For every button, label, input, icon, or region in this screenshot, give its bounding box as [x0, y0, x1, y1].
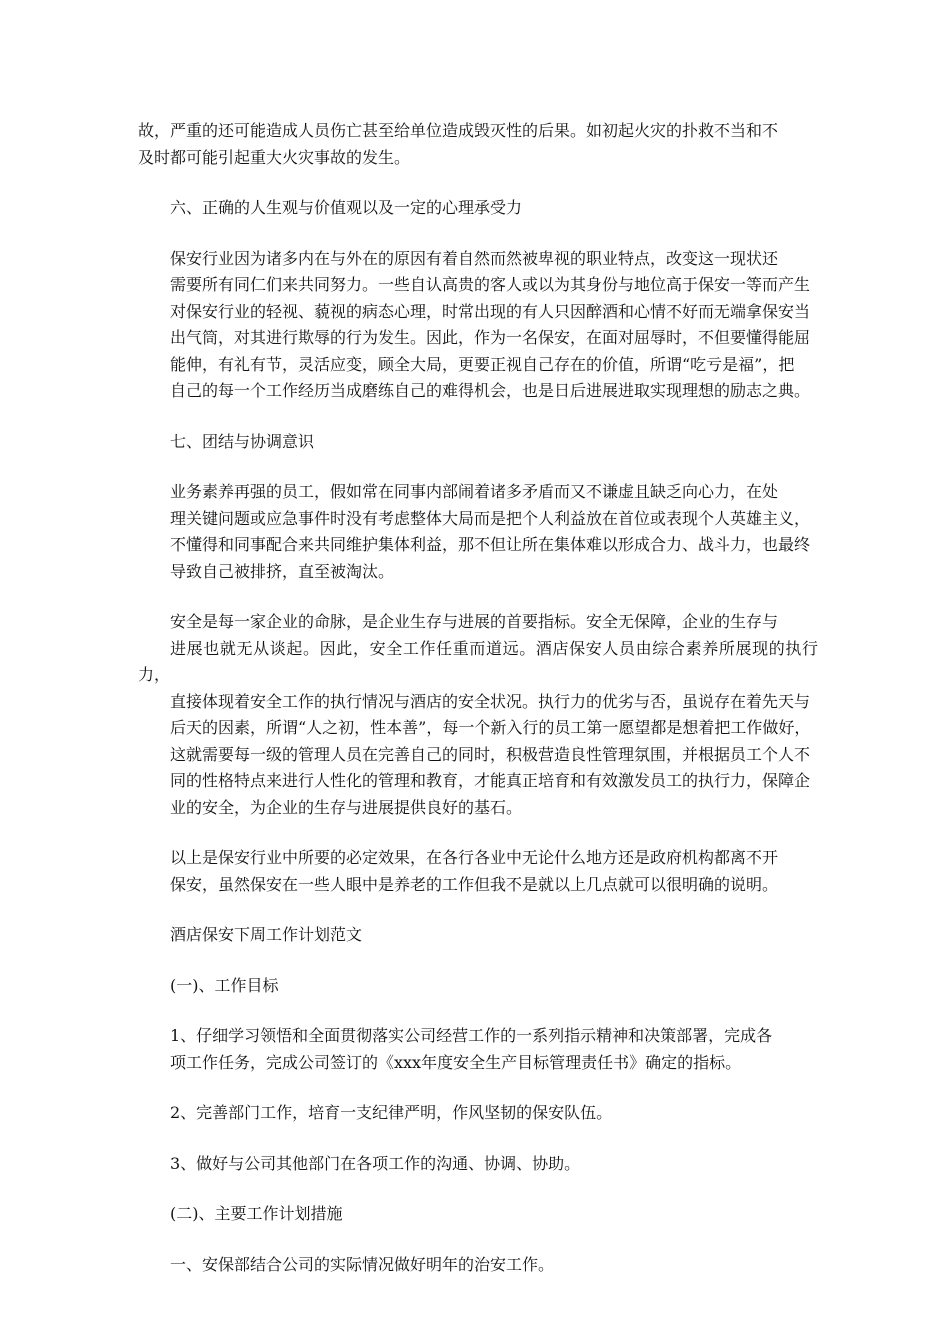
- text-line: 理关键问题或应急事件时没有考虑整体大局而是把个人利益放在首位或表现个人英雄主义，: [170, 508, 811, 528]
- paragraph: [138, 922, 818, 949]
- text-line: 2、完善部门工作，培育一支纪律严明，作风坚韧的保安队伍。: [170, 1103, 613, 1122]
- paragraph: [138, 1151, 818, 1178]
- text-line: 直接体现着安全工作的执行情况与酒店的安全状况。执行力的优劣与否，虽说存在着先天与: [170, 691, 811, 711]
- text-line: 对保安行业的轻视、藐视的病态心理，时常出现的有人只因醉酒和心情不好而无端拿保安当: [170, 301, 811, 321]
- text-line: 保安，虽然保安在一些人眼中是养老的工作但我不是就以上几点就可以很明确的说明。: [170, 874, 779, 894]
- paragraph: [138, 1201, 818, 1228]
- paragraph: [138, 1023, 818, 1076]
- text-line: 3、做好与公司其他部门在各项工作的沟通、协调、协助。: [170, 1153, 581, 1173]
- document-body: [138, 118, 818, 1302]
- paragraph: [138, 845, 818, 898]
- text-line: 七、团结与协调意识: [170, 431, 315, 451]
- paragraph: [138, 429, 818, 456]
- paragraph: [138, 1100, 818, 1127]
- text-line: 故，严重的还可能造成人员伤亡甚至给单位造成毁灭性的后果。如初起火灾的扑救不当和不: [138, 121, 779, 140]
- text-line: 同的性格特点来进行人性化的管理和教育，才能真正培育和有效激发员工的执行力，保障企: [170, 771, 811, 790]
- text-line: 不懂得和同事配合来共同维护集体利益，那不但让所在集体难以形成合力、战斗力，也最终: [170, 535, 811, 554]
- text-line: 以上是保安行业中所要的必定效果，在各行各业中无论什么地方还是政府机构都离不开: [170, 848, 779, 867]
- text-line: 保安行业因为诸多内在与外在的原因有着自然而然被卑视的职业特点，改变这一现状还: [170, 248, 779, 268]
- paragraph: [138, 1252, 818, 1279]
- paragraph: [138, 609, 818, 821]
- paragraph: [138, 118, 818, 171]
- text-line: 进展也就无从谈起。因此，安全工作任重而道远。酒店保安人员由综合素养所展现的执行力，: [138, 638, 818, 684]
- text-line: 酒店保安下周工作计划范文: [170, 925, 363, 944]
- text-line: 导致自己被排挤，直至被淘汰。: [170, 561, 395, 581]
- text-line: 需要所有同仁们来共同努力。一些自认高贵的客人或以为其身份与地位高于保安一等而产生: [170, 275, 811, 294]
- text-line: 1、仔细学习领悟和全面贯彻落实公司经营工作的一系列指示精神和决策部署，完成各: [170, 1026, 773, 1045]
- paragraph: [138, 195, 818, 222]
- text-line: 一、安保部结合公司的实际情况做好明年的治安工作。: [170, 1254, 555, 1274]
- text-line: (一)、工作目标: [170, 975, 279, 995]
- paragraph: [138, 973, 818, 1000]
- text-line: 及时都可能引起重大火灾事故的发生。: [138, 147, 411, 167]
- text-line: 六、正确的人生观与价值观以及一定的心理承受力: [170, 198, 523, 217]
- paragraph: [138, 246, 818, 405]
- text-line: 出气筒，对其进行欺辱的行为发生。因此，作为一名保安，在面对屈辱时，不但要懂得能屈: [170, 328, 811, 347]
- text-line: 这就需要每一级的管理人员在完善自己的同时，积极营造良性管理氛围，并根据员工个人不: [170, 744, 811, 764]
- text-line: 业务素养再强的员工，假如常在同事内部闹着诸多矛盾而又不谦虚且缺乏向心力，在处: [170, 482, 779, 501]
- text-line: 项工作任务，完成公司签订的《xxx年度安全生产目标管理责任书》确定的指标。: [170, 1052, 742, 1072]
- text-line: 安全是每一家企业的命脉，是企业生存与进展的首要指标。安全无保障，企业的生存与: [170, 612, 779, 631]
- text-line: 后天的因素，所谓“人之初，性本善”，每一个新入行的员工第一愿望都是想着把工作做好，: [170, 718, 811, 737]
- text-line: (二)、主要工作计划措施: [170, 1204, 343, 1223]
- text-line: 业的安全，为企业的生存与进展提供良好的基石。: [170, 797, 523, 817]
- paragraph: [138, 479, 818, 585]
- text-line: 自己的每一个工作经历当成磨练自己的难得机会，也是日后进展进取实现理想的励志之典。: [170, 381, 811, 400]
- text-line: 能伸，有礼有节，灵活应变，顾全大局，更要正视自己存在的价值，所谓“吃亏是福”，把: [170, 354, 795, 374]
